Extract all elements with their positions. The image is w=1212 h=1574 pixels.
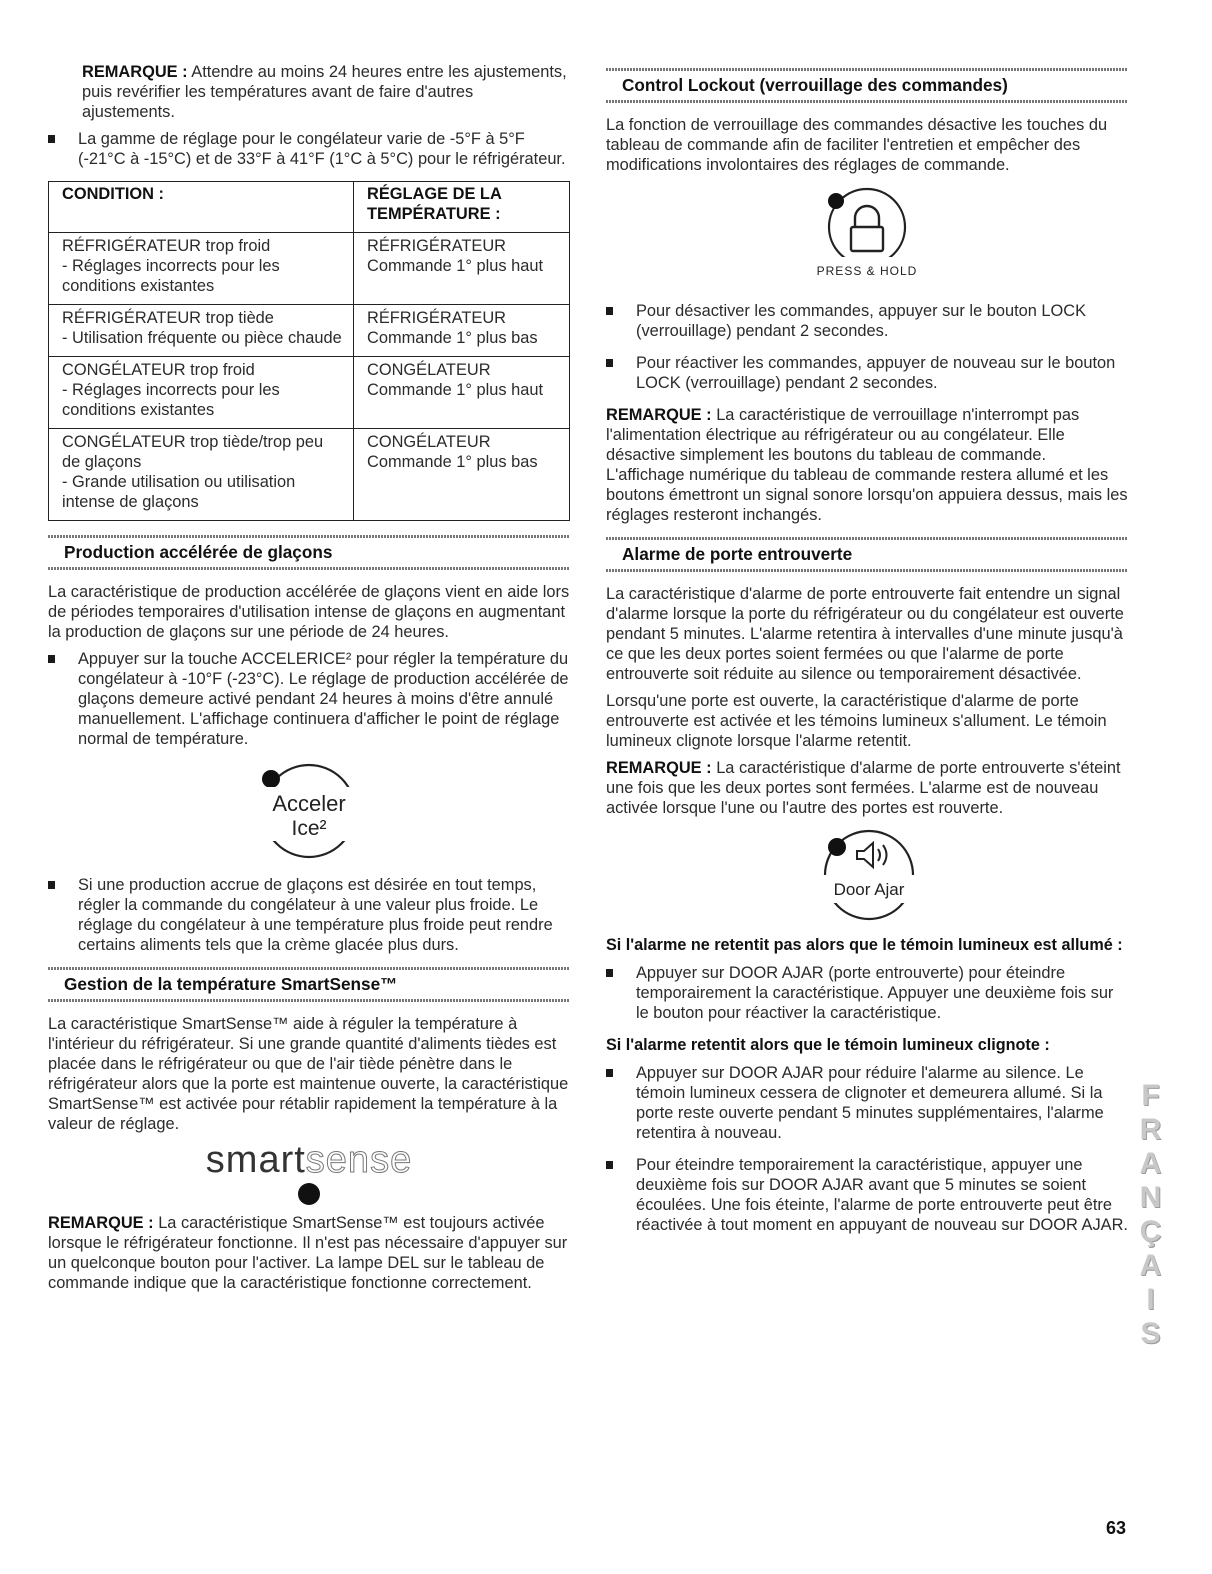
- subheading: Si l'alarme retentit alors que le témoin lumineux clignote :: [606, 1036, 1050, 1054]
- led-dot-icon: [298, 1183, 320, 1205]
- table-row: [49, 233, 570, 305]
- list-item: Appuyer sur DOOR AJAR pour réduire l'alarme au silence. Le témoin lumineux cessera de clignoter et demeurera allumé. Si la porte reste ouverte pendant 5 minutes supplémentaires, l'alarme retentira à nouveau.: [606, 1063, 1128, 1143]
- divider: [606, 100, 1128, 103]
- section-title: Gestion de la température SmartSense™: [64, 974, 398, 994]
- note-door: [606, 758, 1128, 818]
- speaker-icon: [857, 843, 887, 867]
- led-indicator: [48, 1183, 570, 1205]
- cell-detail: - Utilisation fréquente ou pièce chaude: [62, 329, 342, 347]
- table-row: [49, 305, 570, 357]
- paragraph: La caractéristique SmartSense™ aide à réguler la température à l'intérieur du réfrigérateur. Si une grande quantité d'aliments tièdes est placée dans le réfrigérateur ou que de l'air tiède pénètre dans le réfrigérateur alors que la porte est maintenue ouverte, la caractéristique SmartSense™ est activée pour rétablir rapidement la température à la valeur de réglage.: [48, 1015, 569, 1133]
- subheading: Si l'alarme ne retentit pas alors que le témoin lumineux est allumé :: [606, 936, 1123, 954]
- note-label: REMARQUE :: [606, 406, 712, 424]
- table-cell: [49, 429, 354, 521]
- note-text: La caractéristique de verrouillage n'interrompt pas l'alimentation électrique au réfrigérateur ou au congélateur. Elle désactive simplement les boutons du tableau de commande. L'affichage numérique du tableau de commande restera allumé et les boutons émettront un signal sonore lorsqu'on appuiera dessus, mais les réglages resteront inchangés.: [606, 406, 1128, 524]
- table-cell: [354, 233, 570, 305]
- note-label: REMARQUE :: [48, 1214, 154, 1232]
- note-text: La caractéristique SmartSense™ est toujours activée lorsque le réfrigérateur fonctionne. Il n'est pas nécessaire d'appuyer sur un quelconque bouton pour l'activer. La lampe DEL sur le tableau de commande indique que la caractéristique fonctionne correctement.: [48, 1214, 568, 1292]
- paragraph: La caractéristique de production accélérée de glaçons vient en aide lors de périodes temporaires d'utilisation intense de glaçons en augmentant la production de glaçons sur une période de 24 heures.: [48, 583, 570, 641]
- right-column: [606, 62, 1128, 1247]
- section-header-door: [606, 537, 1128, 572]
- lock-icon: [802, 183, 932, 287]
- table-cell: [354, 357, 570, 429]
- divider: [48, 999, 570, 1002]
- list-item: Appuyer sur la touche ACCELERICE² pour régler la température du congélateur à -10°F (-23°C). Le réglage de production accélérée de glaçons demeure activé pendant 24 heures à moins d'être annulé manuellement. L'affichage continuera d'afficher le point de réglage normal de température.: [48, 649, 570, 749]
- note-label: REMARQUE :: [82, 63, 188, 81]
- left-column: [48, 62, 570, 1300]
- table-header-row: [49, 182, 570, 233]
- cell-title: CONGÉLATEUR trop froid: [62, 361, 255, 379]
- accelerice-icon: [249, 761, 369, 861]
- table-row: [49, 357, 570, 429]
- section-title: Production accélérée de glaçons: [64, 542, 333, 562]
- lock-button-graphic: [606, 183, 1128, 287]
- cell-detail: Commande 1° plus haut: [367, 257, 544, 275]
- cell-title: RÉFRIGÉRATEUR trop froid: [62, 237, 271, 255]
- section-header-ice: [48, 535, 570, 570]
- cell-detail: Commande 1° plus bas: [367, 453, 538, 471]
- cell-title: RÉFRIGÉRATEUR: [367, 309, 507, 327]
- table-cell: [49, 305, 354, 357]
- cell-detail: Commande 1° plus haut: [367, 381, 544, 399]
- paragraph: La caractéristique d'alarme de porte entrouverte fait entendre un signal d'alarme lorsque la porte du réfrigérateur ou du congélateur est ouverte pendant 5 minutes. L'alarme retentira à intervalles d'une minute jusqu'à ce que les deux portes soient fermées ou que l'alarme de porte entrouverte soit réduite au silence ou temporairement désactivée.: [606, 585, 1124, 683]
- cell-detail: Commande 1° plus bas: [367, 329, 538, 347]
- table-cell: [354, 305, 570, 357]
- paragraph: La fonction de verrouillage des commandes désactive les touches du tableau de commande afin de faciliter l'entretien et empêcher des modifications involontaires des réglages de commande.: [606, 116, 1108, 174]
- table-cell: [354, 429, 570, 521]
- cell-detail: - Réglages incorrects pour les conditions existantes: [62, 381, 280, 419]
- list-item: Pour éteindre temporairement la caractéristique, appuyer une deuxième fois sur DOOR AJAR avant que 5 minutes se soient écoulées. Une fois éteinte, l'alarme de porte entrouverte peut être réactivée à tout moment en appuyant de nouveau sur DOOR AJAR.: [606, 1155, 1128, 1235]
- cell-title: RÉFRIGÉRATEUR: [367, 237, 507, 255]
- cell-title: CONGÉLATEUR trop tiède/trop peu de glaçons: [62, 433, 324, 471]
- door-ajar-icon: [807, 825, 927, 925]
- note-text: La caractéristique d'alarme de porte entrouverte s'éteint une fois que les deux portes sont fermées. L'alarme est de nouveau activée lorsque l'une ou l'autre des portes est rouverte.: [606, 759, 1121, 817]
- list-item: Pour désactiver les commandes, appuyer sur le bouton LOCK (verrouillage) pendant 2 secondes.: [606, 301, 1128, 341]
- section-title: Control Lockout (verrouillage des commandes): [622, 75, 1008, 95]
- divider: [606, 569, 1128, 572]
- accelerice-button-graphic: [48, 761, 570, 861]
- note-smartsense: [48, 1213, 570, 1293]
- section-header-smartsense: [48, 967, 570, 1002]
- note-lockout: [606, 405, 1128, 525]
- section-title: Alarme de porte entrouverte: [622, 544, 853, 564]
- list-item: Si une production accrue de glaçons est désirée en tout temps, régler la commande du congélateur à une valeur plus froide. Le réglage du congélateur à une température plus froide peut rendre certains aliments tels que la crème glacée plus durs.: [48, 875, 570, 955]
- list-item: La gamme de réglage pour le congélateur varie de -5°F à 5°F (-21°C à -15°C) et de 33°F à 41°F (1°C à 5°C) pour le réfrigérateur.: [48, 129, 570, 169]
- logo-text: sense: [305, 1139, 413, 1181]
- table-row: [49, 429, 570, 521]
- cell-title: CONGÉLATEUR: [367, 433, 491, 451]
- divider: [48, 567, 570, 570]
- icon-text: Ice²: [291, 817, 327, 840]
- icon-text: Acceler: [272, 791, 346, 816]
- table-cell: [49, 357, 354, 429]
- cell-title: CONGÉLATEUR: [367, 361, 491, 379]
- language-side-tab: FRANÇAIS: [1134, 1079, 1167, 1351]
- icon-caption: PRESS & HOLD: [816, 264, 918, 278]
- list-item: Pour réactiver les commandes, appuyer de nouveau sur le bouton LOCK (verrouillage) pendant 2 secondes.: [606, 353, 1128, 393]
- smartsense-logo: [48, 1141, 570, 1179]
- table-header-setting: RÉGLAGE DE LA TEMPÉRATURE :: [354, 182, 570, 233]
- table-header-condition: CONDITION :: [49, 182, 354, 233]
- table-cell: [49, 233, 354, 305]
- cell-detail: - Grande utilisation ou utilisation intense de glaçons: [62, 473, 296, 511]
- note-adjust: [48, 62, 570, 122]
- list-item: Appuyer sur DOOR AJAR (porte entrouverte) pour éteindre temporairement la caractéristique. Appuyer une deuxième fois sur le bouton pour réactiver la caractéristique.: [606, 963, 1128, 1023]
- icon-text: Door Ajar: [833, 880, 905, 899]
- temperature-table: [48, 181, 570, 521]
- note-label: REMARQUE :: [606, 759, 712, 777]
- door-ajar-button-graphic: [606, 825, 1128, 925]
- section-header-lockout: [606, 68, 1128, 103]
- logo-text: smart: [205, 1139, 306, 1181]
- paragraph: Lorsqu'une porte est ouverte, la caractéristique d'alarme de porte entrouverte est activée et les témoins lumineux s'allument. Le témoin lumineux clignote lorsque l'alarme retentit.: [606, 692, 1107, 750]
- note-text: Attendre au moins 24 heures entre les ajustements, puis revérifier les températures avant de faire d'autres ajustements.: [82, 63, 567, 121]
- cell-detail: - Réglages incorrects pour les conditions existantes: [62, 257, 280, 295]
- page-number: 63: [1105, 1518, 1126, 1538]
- cell-title: RÉFRIGÉRATEUR trop tiède: [62, 309, 274, 327]
